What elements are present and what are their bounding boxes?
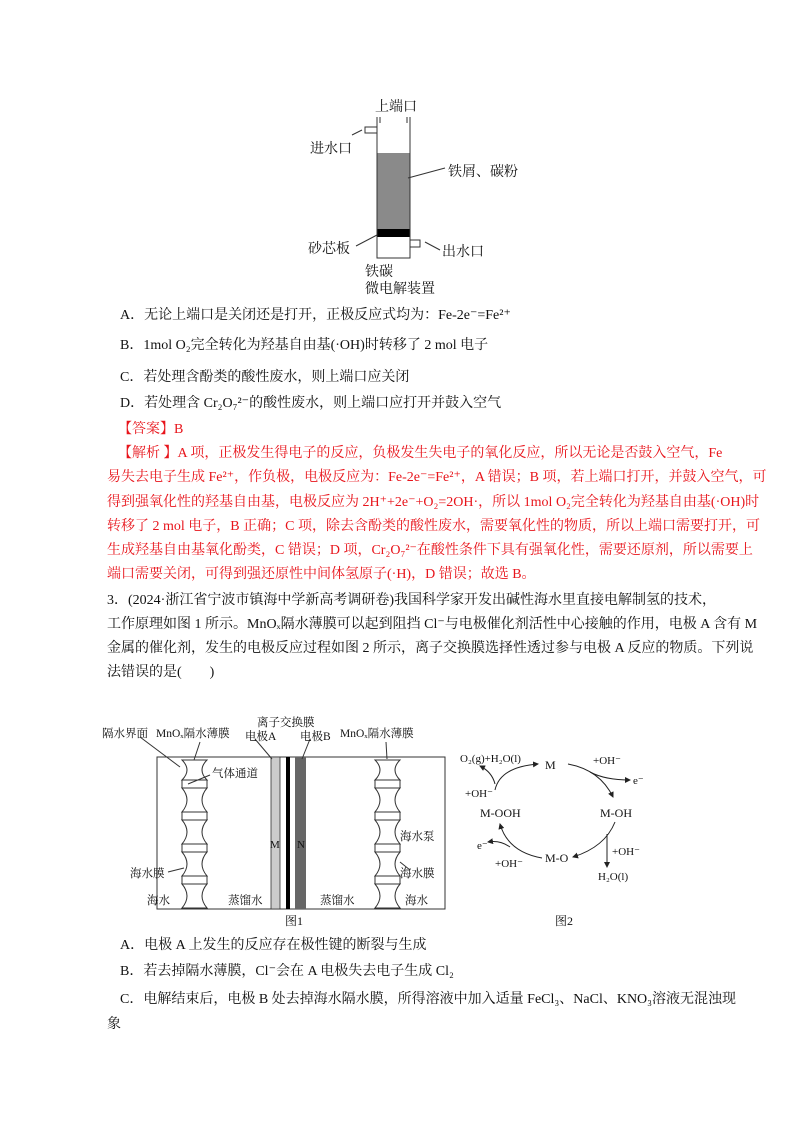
- iron-carbon-electrolysis-diagram: [300, 90, 550, 300]
- analysis-line: 生成羟基自由基氧化酚类，C 错误；D 项，Cr₂O₇²⁻在酸性条件下具有强氧化性，需要还原剂，所以需要上: [107, 543, 753, 558]
- node-m-o: M-O: [545, 851, 569, 865]
- figure-1-caption: 图1: [285, 914, 304, 928]
- label-e-1: e⁻: [633, 775, 644, 787]
- figure-1-electrolyzer: [100, 712, 450, 932]
- analysis-line: 端口需要关闭，可得到强还原性中间体氢原子(·H)，D 错误；故选 B。: [107, 567, 536, 582]
- label-seawater-left: 海水: [147, 895, 170, 907]
- label-oh-1: +OH⁻: [593, 755, 621, 767]
- label-seawater-membrane-right: 海水膜: [400, 868, 435, 880]
- answer: 【答案】B: [118, 422, 184, 437]
- label-e-2: e⁻: [477, 840, 488, 852]
- label-o2-h2o: O₂(g)+H₂O(l): [460, 753, 521, 765]
- question-3-line: 法错误的是( ): [107, 665, 215, 680]
- figure-2-caption: 图2: [555, 914, 574, 928]
- label-seawater-right: 海水: [405, 895, 428, 907]
- caption-line1: 铁碳: [365, 265, 393, 280]
- label-distilled-left: 蒸馏水: [228, 895, 263, 907]
- option-d: D．若处理含 Cr₂O₇²⁻的酸性废水，则上端口应打开并鼓入空气: [120, 396, 502, 411]
- caption-line2: 微电解装置: [365, 282, 435, 297]
- label-distilled-right: 蒸馏水: [320, 895, 355, 907]
- option-c: C．若处理含酚类的酸性废水，则上端口应关闭: [120, 370, 410, 385]
- label-oh-4: +OH⁻: [465, 788, 493, 800]
- label-ion-membrane: 离子交换膜: [257, 717, 315, 729]
- node-m: M: [545, 758, 556, 772]
- node-m-ooh: M-OOH: [480, 806, 521, 820]
- label-oh-3: +OH⁻: [495, 858, 523, 870]
- figure-2-reaction-cycle: [450, 712, 644, 932]
- q3-option-a: A．电极 A 上发生的反应存在极性键的断裂与生成: [120, 938, 427, 953]
- label-n: N: [297, 839, 305, 851]
- label-electrode-a: 电极A: [245, 731, 277, 743]
- question-3: 3．(2024·浙江省宁波市镇海中学新高考调研卷)我国科学家开发出碱性海水里直接电解制氢的技术，: [107, 593, 716, 608]
- analysis-line: 【解析 】A 项，正极发生得电子的反应，负极发生失电子的氧化反应，所以无论是否鼓入空气，Fe: [118, 446, 723, 461]
- analysis-line: 易失去电子生成 Fe²⁺，作负极，电极反应为：Fe-2e⁻=Fe²⁺，A 错误；B 项，若上端口打开，并鼓入空气，可: [107, 470, 767, 485]
- q3-option-c-cont: 象: [107, 1017, 121, 1032]
- option-a: A．无论上端口是关闭还是打开，正极反应式均为：Fe-2e⁻=Fe²⁺: [120, 308, 511, 323]
- question-3-line: 工作原理如图 1 所示。MnOₓ隔水薄膜可以起到阻挡 Cl⁻与电极催化剂活性中心接触的作用，电极 A 含有 M: [107, 617, 758, 632]
- label-gas-channel: 气体通道: [212, 768, 258, 780]
- label-h2o: H₂O(l): [598, 871, 629, 883]
- label-filler: 铁屑、碳粉: [448, 165, 518, 180]
- label-m: M: [270, 839, 280, 851]
- analysis-line: 转移了 2 mol 电子，B 正确；C 项，除去含酚类的酸性废水，需要氧化性的物质，所以上端口需要打开，可: [107, 519, 760, 534]
- label-oh-2: +OH⁻: [612, 846, 640, 858]
- label-seawater-membrane-left: 海水膜: [130, 868, 165, 880]
- q3-option-b: B．若去掉隔水薄膜，Cl⁻会在 A 电极失去电子生成 Cl₂: [120, 964, 454, 979]
- label-inlet: 进水口: [310, 142, 352, 157]
- q3-option-c: C．电解结束后，电极 B 处去掉海水隔水膜，所得溶液中加入适量 FeCl₃、NaCl、KNO₃溶液无混浊现: [120, 992, 737, 1007]
- label-electrode-b: 电极B: [300, 731, 331, 743]
- label-seawater-pump: 海水泵: [400, 831, 435, 843]
- label-water-interface: 隔水界面: [102, 728, 148, 740]
- question-3-line: 金属的催化剂，发生的电极反应过程如图 2 所示，离子交换膜选择性透过参与电极 A 反应的物质。下列说: [107, 641, 754, 656]
- option-b: B．1mol O₂完全转化为羟基自由基(·OH)时转移了 2 mol 电子: [120, 338, 489, 353]
- label-mnox-left: MnOₓ隔水薄膜: [156, 728, 230, 740]
- label-top-port: 上端口: [375, 100, 417, 115]
- label-outlet: 出水口: [442, 245, 484, 260]
- analysis-line: 得到强氧化性的羟基自由基，电极反应为 2H⁺+2e⁻+O₂=2OH·，所以 1mol O₂完全转化为羟基自由基(·OH)时: [107, 495, 760, 510]
- label-mnox-right: MnOₓ隔水薄膜: [340, 728, 414, 740]
- label-sand-plate: 砂芯板: [308, 242, 350, 257]
- node-m-oh: M-OH: [600, 806, 632, 820]
